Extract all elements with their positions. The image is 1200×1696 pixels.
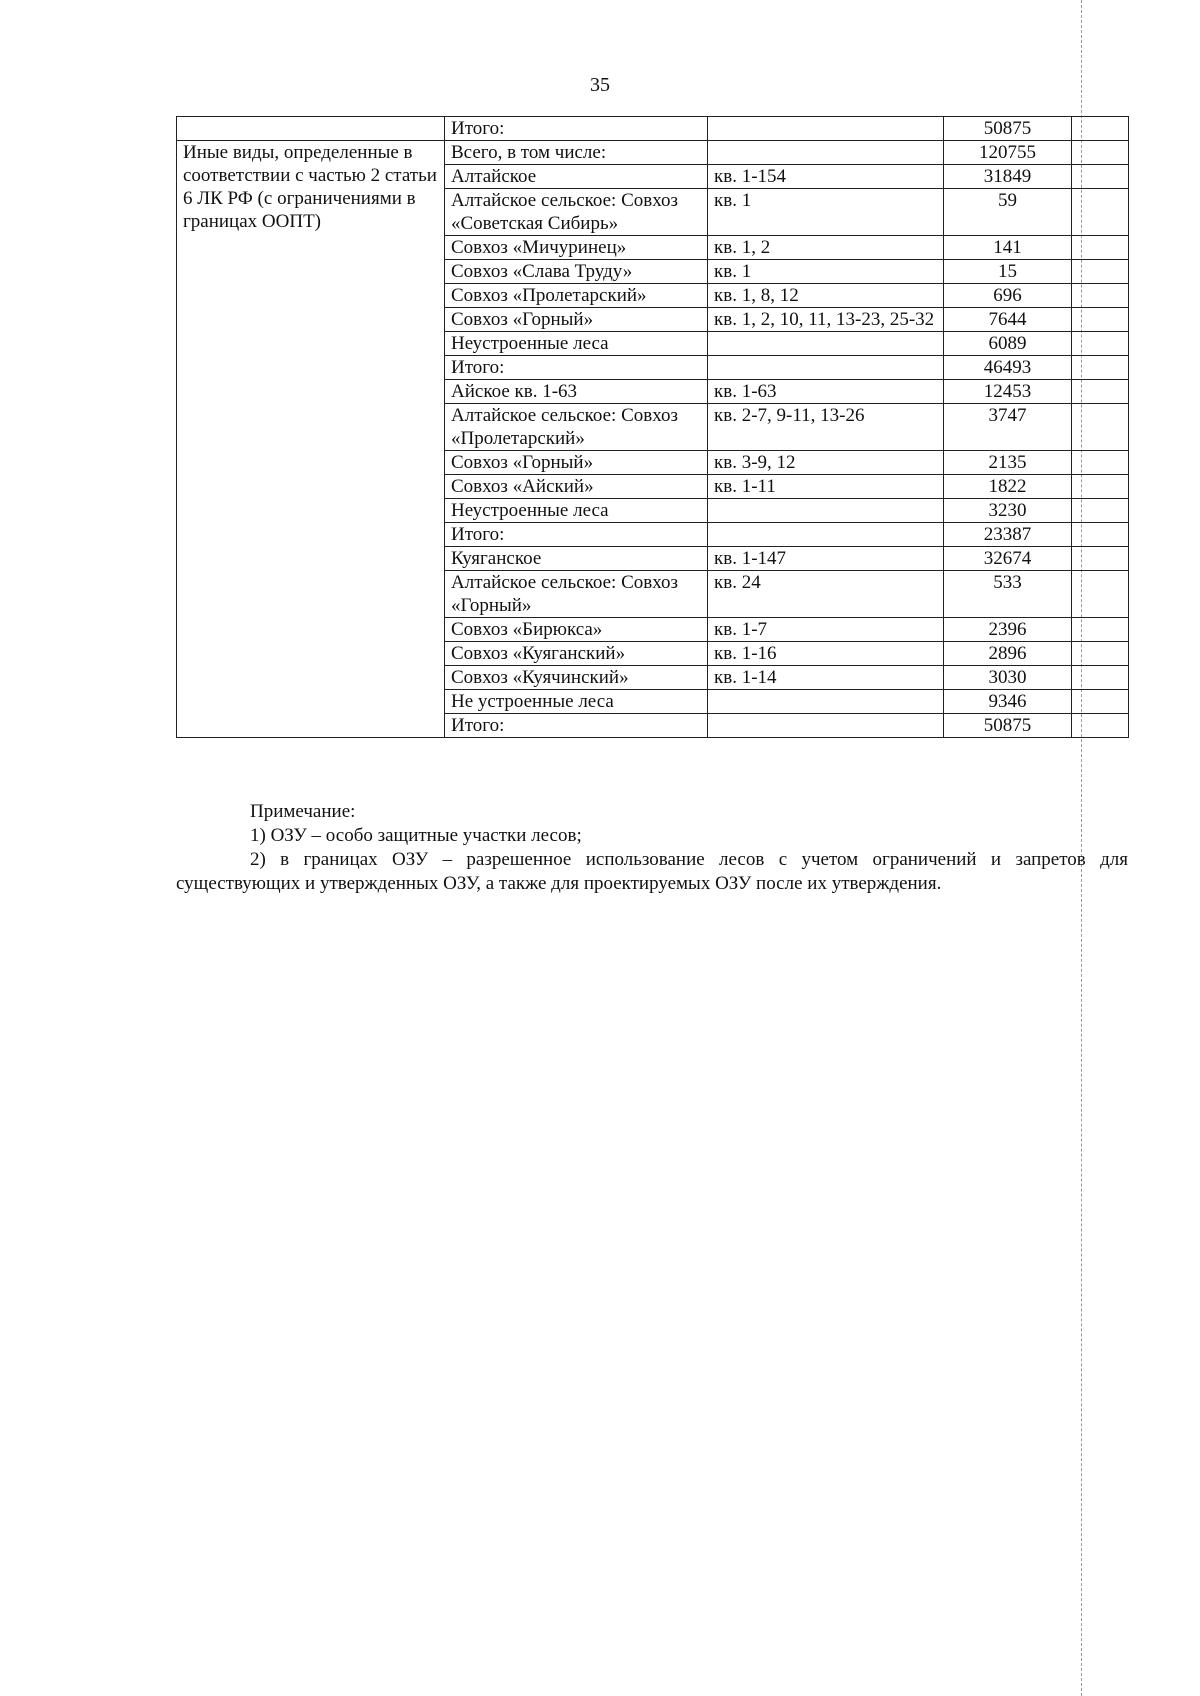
- row-name-cell: Алтайское сельское: Совхоз «Советская Сибирь»: [445, 189, 708, 236]
- row-extra-cell: [1072, 380, 1129, 404]
- row-area-cell: 696: [944, 284, 1072, 308]
- row-quarters-cell: [708, 356, 944, 380]
- row-extra-cell: [1072, 117, 1129, 141]
- row-area-cell: 533: [944, 571, 1072, 618]
- row-quarters-cell: [708, 117, 944, 141]
- row-area-cell: 7644: [944, 308, 1072, 332]
- row-area-cell: 50875: [944, 714, 1072, 738]
- table-row-top-total: [177, 117, 1129, 141]
- row-name-cell: Итого:: [445, 523, 708, 547]
- row-area-cell: 6089: [944, 332, 1072, 356]
- row-name-cell: Не устроенные леса: [445, 690, 708, 714]
- category-cell: Иные виды, определенные в соответствии с частью 2 статьи 6 ЛК РФ (с ограничениями в границах ООПТ): [177, 141, 445, 738]
- row-area-cell: 2896: [944, 642, 1072, 666]
- row-quarters-cell: кв. 1-16: [708, 642, 944, 666]
- row-quarters-cell: кв. 1, 8, 12: [708, 284, 944, 308]
- row-name-cell: Совхоз «Мичуринец»: [445, 236, 708, 260]
- row-extra-cell: [1072, 141, 1129, 165]
- row-area-cell: 15: [944, 260, 1072, 284]
- row-name-cell: Совхоз «Бирюкса»: [445, 618, 708, 642]
- row-quarters-cell: [708, 141, 944, 165]
- note-item-1: 1) ОЗУ – особо защитные участки лесов;: [250, 825, 582, 846]
- row-extra-cell: [1072, 332, 1129, 356]
- row-quarters-cell: кв. 1: [708, 189, 944, 236]
- row-area-cell: 141: [944, 236, 1072, 260]
- row-area-cell: 2396: [944, 618, 1072, 642]
- row-quarters-cell: [708, 523, 944, 547]
- page-number: 35: [590, 74, 610, 96]
- row-extra-cell: [1072, 308, 1129, 332]
- row-name-cell: Итого:: [445, 714, 708, 738]
- row-name-cell: Неустроенные леса: [445, 499, 708, 523]
- row-quarters-cell: [708, 690, 944, 714]
- row-area-cell: 3030: [944, 666, 1072, 690]
- row-name-cell: Совхоз «Слава Труду»: [445, 260, 708, 284]
- row-name-cell: Итого:: [445, 117, 708, 141]
- row-extra-cell: [1072, 666, 1129, 690]
- row-extra-cell: [1072, 404, 1129, 451]
- row-extra-cell: [1072, 618, 1129, 642]
- table-row: [177, 141, 1129, 165]
- row-name-cell: Алтайское сельское: Совхоз «Пролетарский»: [445, 404, 708, 451]
- forest-use-table: [176, 116, 1129, 738]
- row-quarters-cell: кв. 1, 2, 10, 11, 13-23, 25-32: [708, 308, 944, 332]
- table-body: [177, 117, 1129, 738]
- row-name-cell: Совхоз «Пролетарский»: [445, 284, 708, 308]
- row-quarters-cell: кв. 2-7, 9-11, 13-26: [708, 404, 944, 451]
- row-area-cell: 9346: [944, 690, 1072, 714]
- row-name-cell: Совхоз «Горный»: [445, 451, 708, 475]
- row-extra-cell: [1072, 714, 1129, 738]
- row-area-cell: 3747: [944, 404, 1072, 451]
- row-area-cell: 3230: [944, 499, 1072, 523]
- row-quarters-cell: кв. 1-154: [708, 165, 944, 189]
- row-area-cell: 1822: [944, 475, 1072, 499]
- row-extra-cell: [1072, 284, 1129, 308]
- row-area-cell: 50875: [944, 117, 1072, 141]
- notes-section: [176, 800, 1128, 896]
- row-quarters-cell: кв. 1-7: [708, 618, 944, 642]
- row-extra-cell: [1072, 451, 1129, 475]
- row-area-cell: 59: [944, 189, 1072, 236]
- row-extra-cell: [1072, 165, 1129, 189]
- row-area-cell: 12453: [944, 380, 1072, 404]
- row-quarters-cell: кв. 1: [708, 260, 944, 284]
- row-extra-cell: [1072, 475, 1129, 499]
- row-name-cell: Итого:: [445, 356, 708, 380]
- row-name-cell: Алтайское: [445, 165, 708, 189]
- row-area-cell: 32674: [944, 547, 1072, 571]
- row-name-cell: Совхоз «Куячинский»: [445, 666, 708, 690]
- row-extra-cell: [1072, 356, 1129, 380]
- row-extra-cell: [1072, 260, 1129, 284]
- row-quarters-cell: кв. 1, 2: [708, 236, 944, 260]
- row-extra-cell: [1072, 499, 1129, 523]
- row-quarters-cell: кв. 24: [708, 571, 944, 618]
- row-area-cell: 46493: [944, 356, 1072, 380]
- row-quarters-cell: [708, 714, 944, 738]
- notes-heading: Примечание:: [250, 801, 356, 822]
- row-name-cell: Алтайское сельское: Совхоз «Горный»: [445, 571, 708, 618]
- note-item-2: 2) в границах ОЗУ – разрешенное использование лесов с учетом ограничений и запретов для существующих и утвержденных ОЗУ, а также для проектируемых ОЗУ после их утверждения.: [176, 849, 1128, 894]
- row-quarters-cell: кв. 1-63: [708, 380, 944, 404]
- row-quarters-cell: кв. 1-14: [708, 666, 944, 690]
- empty-category-cell: [177, 117, 445, 141]
- row-quarters-cell: кв. 1-11: [708, 475, 944, 499]
- row-quarters-cell: кв. 1-147: [708, 547, 944, 571]
- row-extra-cell: [1072, 571, 1129, 618]
- row-name-cell: Всего, в том числе:: [445, 141, 708, 165]
- row-area-cell: 120755: [944, 141, 1072, 165]
- row-extra-cell: [1072, 523, 1129, 547]
- row-name-cell: Куяганское: [445, 547, 708, 571]
- row-area-cell: 2135: [944, 451, 1072, 475]
- row-name-cell: Неустроенные леса: [445, 332, 708, 356]
- row-name-cell: Совхоз «Горный»: [445, 308, 708, 332]
- row-name-cell: Айское кв. 1-63: [445, 380, 708, 404]
- row-extra-cell: [1072, 236, 1129, 260]
- row-area-cell: 23387: [944, 523, 1072, 547]
- row-extra-cell: [1072, 690, 1129, 714]
- row-name-cell: Совхоз «Айский»: [445, 475, 708, 499]
- row-extra-cell: [1072, 547, 1129, 571]
- row-name-cell: Совхоз «Куяганский»: [445, 642, 708, 666]
- row-extra-cell: [1072, 642, 1129, 666]
- row-area-cell: 31849: [944, 165, 1072, 189]
- row-quarters-cell: кв. 3-9, 12: [708, 451, 944, 475]
- row-quarters-cell: [708, 332, 944, 356]
- row-extra-cell: [1072, 189, 1129, 236]
- row-quarters-cell: [708, 499, 944, 523]
